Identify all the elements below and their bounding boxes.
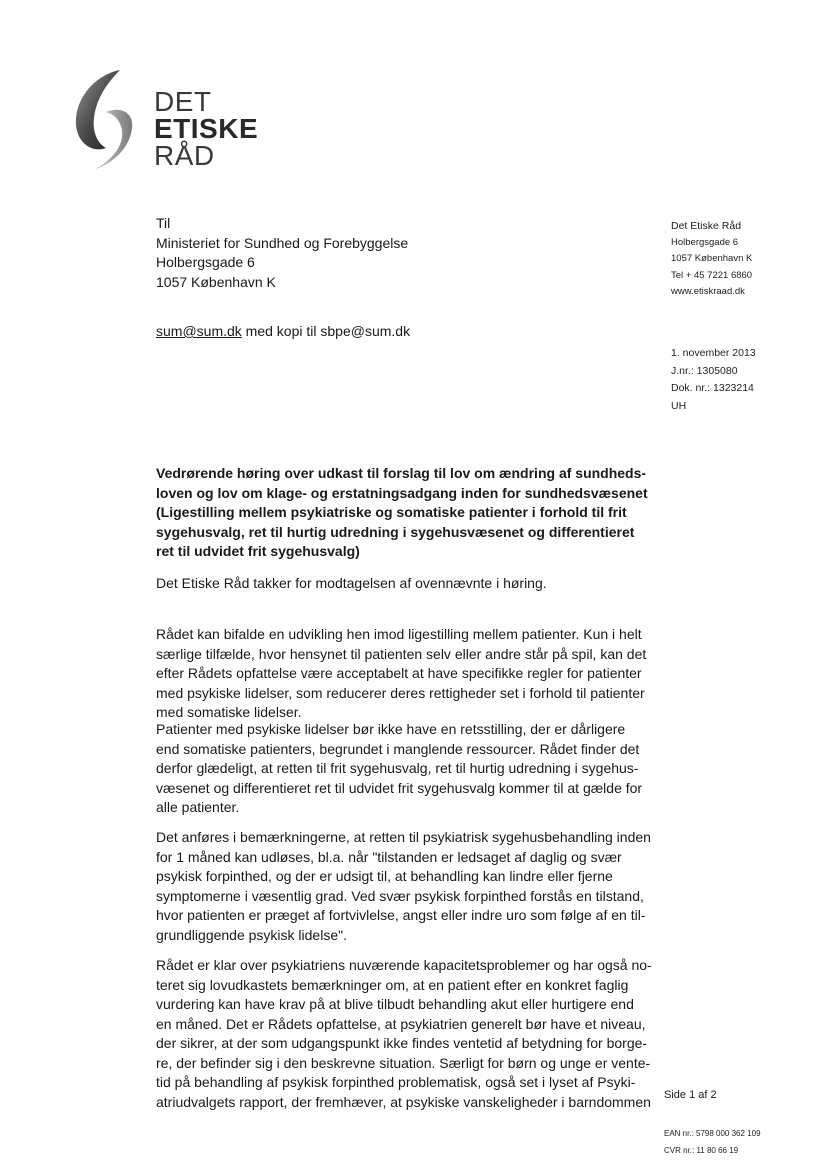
email-copy-text: med kopi til sbpe@sum.dk xyxy=(241,323,411,339)
sender-name: Det Etiske Råd xyxy=(671,220,742,232)
meta-initials: UH xyxy=(671,399,687,412)
body-line: symptomerne i væsentlig grad. Ved svær psykisk forpinthed forstås en tilstand, xyxy=(156,887,644,904)
recipient-line: Ministeriet for Sundhed og Forebyggelse xyxy=(156,234,409,251)
body-line: alle patienter. xyxy=(156,799,240,815)
subject-line: loven og lov om klage- og erstatningsadgang inden for sundhedsvæsenet xyxy=(156,484,648,501)
logo-text-det: DET xyxy=(154,86,212,117)
logo-text-raad: RÅD xyxy=(154,140,215,171)
email-link[interactable]: sum@sum.dk xyxy=(156,323,242,339)
recipient-address xyxy=(156,214,408,292)
subject-heading xyxy=(156,464,656,562)
logo-text-etiske: ETISKE xyxy=(154,113,259,144)
paragraph-3 xyxy=(156,720,650,818)
logo-swirl-icon xyxy=(68,66,148,176)
footer-cvr: CVR nr.: 11 80 66 19 xyxy=(664,1146,739,1155)
body-line: tid på behandling af psykisk forpinthed problematisk, også set i lyset af Psyki- xyxy=(156,1074,636,1090)
page-number: Side 1 af 2 xyxy=(664,1089,717,1101)
body-line: med somatiske lidelser. xyxy=(156,704,302,720)
recipient-line: Holbergsgade 6 xyxy=(156,254,255,270)
body-line: hvor patienten er præget af fortvivlelse, angst eller indre uro som følge af en til- xyxy=(156,907,646,923)
email-line xyxy=(156,323,410,339)
subject-line: sygehusvalg, ret til hurtig udredning i sygehusvæsenet og differentieret xyxy=(156,523,635,540)
body-line: Patienter med psykiske lidelser bør ikke have en retsstilling, der er dårligere xyxy=(156,721,626,737)
body-line: end somatiske patienters, begrundet i manglende ressourcer. Rådet finder det xyxy=(156,740,640,757)
document-meta xyxy=(671,345,756,415)
paragraph-4 xyxy=(156,828,650,945)
body-line: efter Rådets opfattelse være acceptabelt at have specifikke regler for patienter xyxy=(156,665,642,681)
recipient-line: 1057 København K xyxy=(156,273,276,290)
paragraph-1 xyxy=(156,574,650,594)
meta-doknr: Dok. nr.: 1323214 xyxy=(671,382,754,394)
subject-line: ret til udvidet frit sygehusvalg) xyxy=(156,543,360,559)
sender-website[interactable]: www.etiskraad.dk xyxy=(671,286,745,297)
body-line: særlige tilfælde, hvor hensynet til patienten selv eller andre står på spil, kan det xyxy=(156,645,647,662)
body-line: væsenet og differentieret ret til udvidet frit sygehusvalg kommer til at gælde for xyxy=(156,779,643,796)
body-line: re, der befinder sig i den beskrevne situation. Særligt for børn og unge er vente- xyxy=(156,1054,651,1071)
body-line: atriudvalgets rapport, der fremhæver, at psykiske vanskeligheder i barndommen xyxy=(156,1093,651,1110)
sender-address xyxy=(671,218,752,301)
body-line: teret sig lovudkastets bemærkninger om, at en patient efter en konkret faglig xyxy=(156,976,629,993)
body-line: psykisk forpinthed, og der er udsigt til, at behandling kan lindre eller fjerne xyxy=(156,868,613,884)
meta-date: 1. november 2013 xyxy=(671,347,756,359)
body-line: Rådet er klar over psykiatriens nuværende kapacitetsproblemer og har også no- xyxy=(156,957,652,973)
subject-line: Vedrørende høring over udkast til forslag til lov om ændring af sundheds- xyxy=(156,465,647,481)
footer-ean: EAN nr.: 5798 000 362 109 xyxy=(664,1129,761,1138)
sender-phone: Tel + 45 7221 6860 xyxy=(671,269,753,281)
sender-line: 1057 København K xyxy=(671,253,753,264)
paragraph-2 xyxy=(156,625,650,723)
body-line: vurdering kan have krav på at blive tilbudt behandling akut eller hurtigere end xyxy=(156,996,634,1012)
sender-line: Holbergsgade 6 xyxy=(671,236,739,248)
body-line: grundliggende psykisk lidelse". xyxy=(156,926,347,943)
subject-line: (Ligestilling mellem psykiatriske og somatiske patienter i forhold til frit xyxy=(156,504,627,520)
body-line: med psykiske lidelser, som reducerer deres rettigheder set i forhold til patienter xyxy=(156,684,645,701)
body-line: for 1 måned kan udløses, bl.a. når "tilstanden er ledsaget af daglig og svær xyxy=(156,848,622,865)
paragraph-5 xyxy=(156,956,650,1112)
body-line: derfor glædeligt, at retten til frit sygehusvalg, ret til hurtig udredning i sygehus- xyxy=(156,760,639,776)
body-line: Rådet kan bifalde en udvikling hen imod ligestilling mellem patienter. Kun i helt xyxy=(156,626,642,642)
body-line: en måned. Det er Rådets opfattelse, at psykiatrien generelt bør have et niveau, xyxy=(156,1015,646,1032)
body-line: der sikrer, at der som udgangspunkt ikke findes ventetid af betydning for borge- xyxy=(156,1035,648,1051)
meta-jnr: J.nr.: 1305080 xyxy=(671,364,738,377)
body-line: Det anføres i bemærkningerne, at retten til psykiatrisk sygehusbehandling inden xyxy=(156,829,651,845)
recipient-line: Til xyxy=(156,215,171,231)
logo xyxy=(68,66,258,176)
body-line: Det Etiske Råd takker for modtagelsen af ovennævnte i høring. xyxy=(156,575,547,591)
